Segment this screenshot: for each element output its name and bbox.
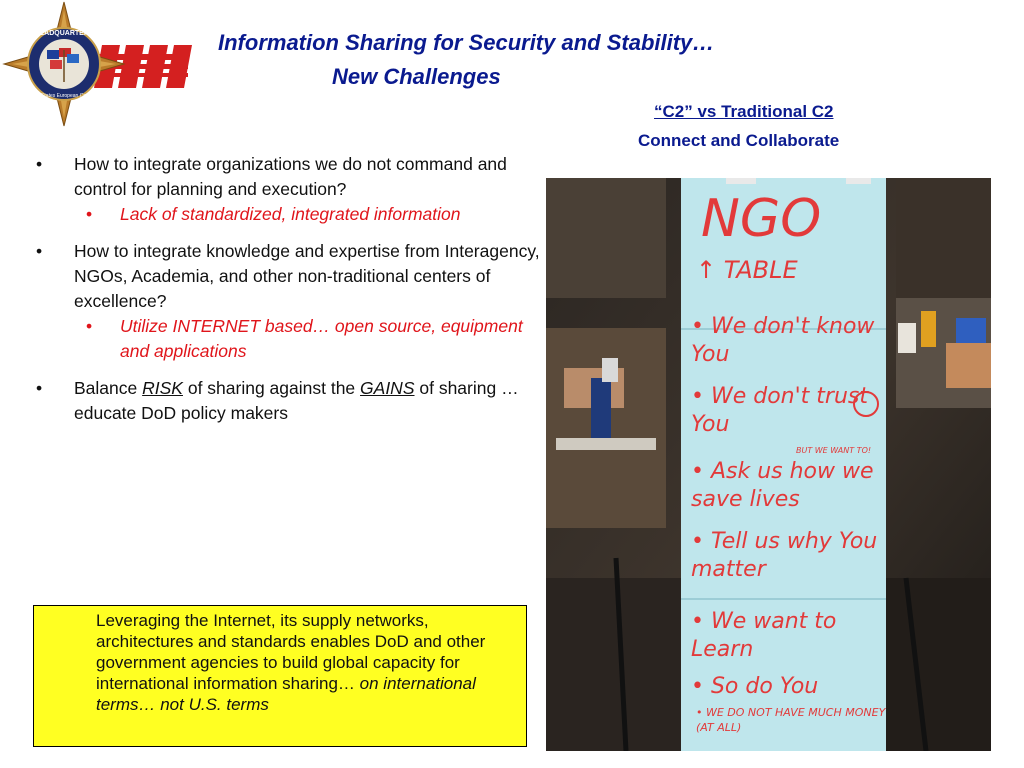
risk-word: RISK: [142, 378, 183, 398]
eucom-logo: [2, 0, 192, 130]
bullet-text-pre: Balance: [74, 378, 143, 398]
sign-line: • We don't trust You: [691, 384, 868, 437]
slide-title-line2: New Challenges: [332, 64, 501, 89]
subtitle-connect: Connect and Collaborate: [638, 131, 840, 150]
sign-line: • WE DO NOT HAVE MUCH MONEY (AT ALL): [696, 706, 886, 734]
gains-word: GAINS: [360, 378, 415, 398]
bullet-text-post: of sharing … educate DoD policy makers: [74, 378, 519, 423]
bullet-text: How to integrate knowledge and expertise from Interagency, NGOs, Academia, and other non-traditional centers of excellence?: [74, 241, 540, 311]
bullet-dot: •: [36, 241, 43, 261]
bullet-list: [28, 152, 548, 426]
sub-bullet-text: Lack of standardized, integrated information: [120, 204, 461, 224]
callout-italic: on international terms… not U.S. terms: [96, 674, 476, 714]
sign-line: • So do You: [691, 674, 819, 699]
callout-text: [96, 610, 516, 715]
sign-line: • Tell us why You matter: [691, 529, 878, 582]
bullet-dot: •: [86, 316, 93, 336]
slide-title-line1: Information Sharing for Security and Stability…: [218, 30, 715, 55]
sub-bullet-item: [28, 314, 548, 364]
sign-line: NGO: [701, 189, 822, 249]
bullet-item: [28, 239, 548, 314]
callout-box: [33, 605, 527, 747]
sign-line: ↑ TABLE: [696, 256, 798, 284]
ngo-sign-photo: [546, 178, 991, 751]
svg-text:United States European Command: United States European Command: [25, 93, 103, 99]
bullet-dot: •: [86, 204, 93, 224]
sign-line: • We want to Learn: [691, 609, 837, 662]
svg-text:HEADQUARTERS: HEADQUARTERS: [34, 30, 94, 37]
bullet-dot: •: [36, 154, 43, 174]
callout-body: Leveraging the Internet, its supply networks, architectures and standards enables DoD and other government agencies to build global capacity for international information sharing…: [96, 611, 486, 693]
sub-bullet-text: Utilize INTERNET based… open source, equipment and applications: [120, 316, 523, 361]
subtitle-c2: “C2” vs Traditional C2: [654, 102, 834, 121]
sign-line: BUT WE WANT TO!: [796, 446, 872, 455]
bullet-item: [28, 152, 548, 202]
sign-line: • Ask us how we save lives: [691, 459, 874, 512]
bullet-text: How to integrate organizations we do not command and control for planning and execution?: [74, 154, 507, 199]
bullet-dot: •: [36, 378, 43, 398]
sign-line: • We don't know You: [691, 314, 875, 367]
bullet-text-mid: of sharing against the: [182, 378, 361, 398]
sub-bullet-item: [28, 202, 548, 227]
bullet-item: [28, 376, 548, 426]
